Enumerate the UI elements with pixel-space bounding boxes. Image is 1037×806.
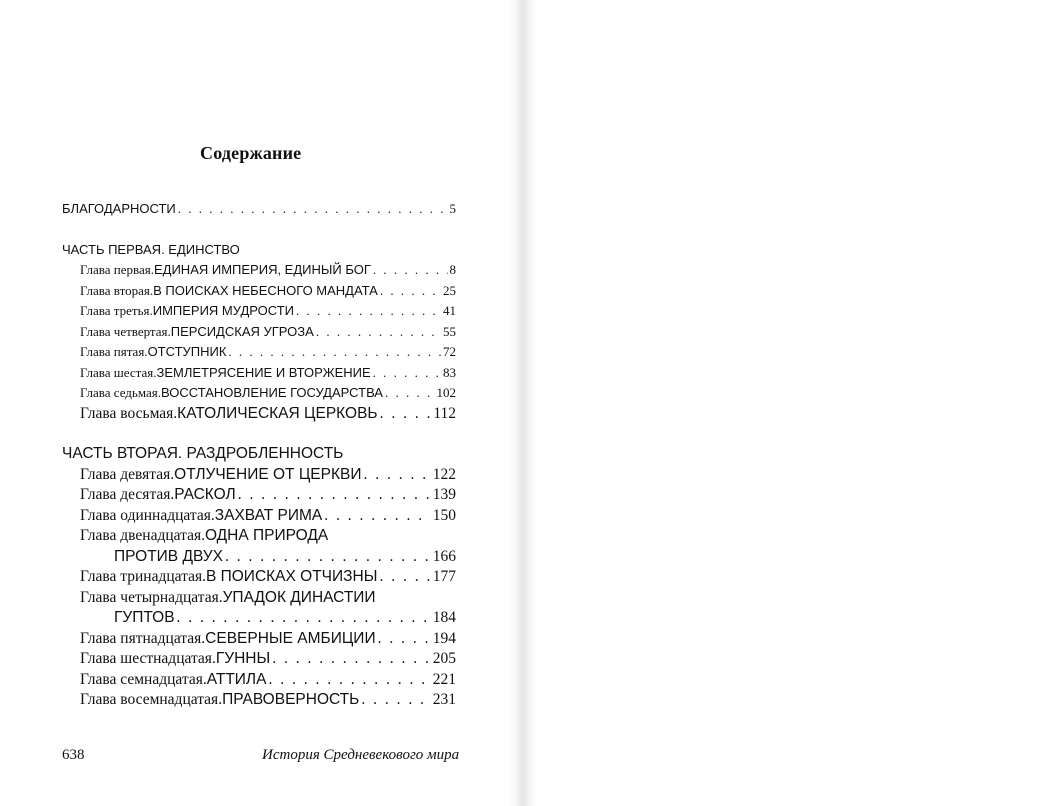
page-ref: 5 <box>449 201 456 216</box>
chapter-number-label: Глава восьмая. <box>80 404 178 422</box>
dot-leader <box>296 301 441 322</box>
toc-chapter-entry[interactable] <box>62 649 456 670</box>
page-ref: 184 <box>432 609 456 626</box>
chapter-title: ОДНА ПРИРОДА <box>204 527 329 544</box>
toc-chapter-entry[interactable] <box>62 301 456 322</box>
running-title: История Средневекового мира <box>262 747 460 763</box>
toc-chapter-entry[interactable] <box>62 342 456 363</box>
chapter-title: ЧАСТЬ ПЕРВАЯ. ЕДИНСТВО <box>62 241 240 257</box>
page-number: 638 <box>62 747 85 763</box>
dot-leader <box>363 465 430 486</box>
chapter-number-label: Глава восемнадцатая. <box>80 691 223 708</box>
page-ref: 177 <box>432 568 456 585</box>
chapter-number-label: Глава седьмая. <box>80 385 161 400</box>
toc-chapter-entry[interactable] <box>62 260 456 281</box>
chapter-number-label: Глава шестая. <box>80 364 157 380</box>
page-ref: 150 <box>432 506 456 524</box>
dot-leader <box>324 506 431 527</box>
dot-leader <box>373 260 448 281</box>
page-ref: 25 <box>443 282 456 298</box>
chapter-number-label: Глава вторая. <box>80 282 154 298</box>
chapter-title: ОТЛУЧЕНИЕ ОТ ЦЕРКВИ <box>174 465 362 483</box>
dot-leader <box>316 322 441 343</box>
toc-chapter-entry[interactable] <box>62 404 456 425</box>
toc-chapter-entry[interactable] <box>62 363 456 384</box>
chapter-number-label: Глава одиннадцатая. <box>80 506 215 524</box>
chapter-title: РАСКОЛ <box>174 486 236 503</box>
toc-chapter-entry[interactable] <box>62 199 456 220</box>
dot-leader <box>380 404 432 425</box>
toc-chapter-entry[interactable] <box>62 526 456 567</box>
chapter-number-label: Глава девятая. <box>80 465 175 483</box>
chapter-number-label: Глава пятнадцатая. <box>80 629 206 647</box>
chapter-title: ВОССТАНОВЛЕНИЕ ГОСУДАРСТВА <box>161 385 383 400</box>
page-ref: 41 <box>443 303 456 318</box>
toc-part-entry[interactable] <box>62 240 456 261</box>
right-page <box>517 0 1037 806</box>
page-ref: 139 <box>432 486 456 503</box>
page-ref: 83 <box>443 364 456 380</box>
page-ref: 8 <box>449 262 456 277</box>
chapter-title: СЕВЕРНЫЕ АМБИЦИИ <box>205 629 376 647</box>
toc-part-entry[interactable] <box>62 444 456 465</box>
chapter-number-label: Глава семнадцатая. <box>80 670 207 688</box>
chapter-number-label: Глава четвертая. <box>80 323 171 339</box>
chapter-number-label: Глава тринадцатая. <box>80 568 206 585</box>
left-page <box>0 0 517 806</box>
chapter-number-label: Глава двенадцатая. <box>80 527 205 544</box>
toc-chapter-entry[interactable] <box>62 690 456 711</box>
chapter-number-label: Глава десятая. <box>80 486 175 503</box>
toc-chapter-entry[interactable] <box>62 485 456 506</box>
page-ref: 231 <box>432 691 456 708</box>
toc-chapter-entry[interactable] <box>62 465 456 486</box>
dot-leader <box>378 629 431 650</box>
toc-chapter-entry[interactable] <box>62 629 456 650</box>
table-of-contents-left <box>62 199 456 711</box>
chapter-title: ЗЕМЛЕТРЯСЕНИЕ И ВТОРЖЕНИЕ <box>156 364 371 380</box>
chapter-number-label: Глава третья. <box>80 303 153 318</box>
chapter-title: ЗАХВАТ РИМА <box>214 506 323 524</box>
chapter-title-continued: ПРОТИВ ДВУХ <box>114 547 223 565</box>
toc-chapter-entry[interactable] <box>62 506 456 527</box>
dot-leader <box>238 485 431 506</box>
page-ref: 55 <box>443 323 456 339</box>
dot-leader <box>361 690 430 711</box>
dot-leader <box>380 281 441 302</box>
chapter-number-label: Глава шестнадцатая. <box>80 650 216 667</box>
dot-leader <box>225 547 431 568</box>
dot-leader <box>228 342 441 363</box>
dot-leader <box>379 567 430 588</box>
chapter-title: ГУННЫ <box>215 650 271 667</box>
page-ref: 194 <box>432 629 456 647</box>
page-ref: 102 <box>436 385 456 400</box>
chapter-title-continued: ГУПТОВ <box>114 609 175 626</box>
chapter-title: КАТОЛИЧЕСКАЯ ЦЕРКОВЬ <box>177 404 378 422</box>
toc-chapter-entry[interactable] <box>62 383 456 404</box>
page-ref: 166 <box>432 547 456 565</box>
dot-leader <box>177 608 431 629</box>
toc-chapter-entry[interactable] <box>62 567 456 588</box>
dot-leader <box>385 383 435 404</box>
dot-leader <box>268 670 430 691</box>
chapter-number-label: Глава пятая. <box>80 344 148 359</box>
page-title: Содержание <box>200 143 302 163</box>
chapter-title: ЧАСТЬ ВТОРАЯ. РАЗДРОБЛЕННОСТЬ <box>62 445 344 462</box>
chapter-title: ИМПЕРИЯ МУДРОСТИ <box>152 303 294 318</box>
dot-leader <box>178 199 448 220</box>
page-ref: 112 <box>433 404 456 422</box>
toc-chapter-entry[interactable] <box>62 322 456 343</box>
toc-spacer <box>62 220 456 240</box>
page-ref: 205 <box>432 650 456 667</box>
chapter-number-label: Глава первая. <box>80 262 154 277</box>
page-ref: 72 <box>443 344 456 359</box>
chapter-title: АТТИЛА <box>206 670 267 688</box>
chapter-title: УПАДОК ДИНАСТИИ <box>222 588 376 606</box>
chapter-title: В ПОИСКАХ НЕБЕСНОГО МАНДАТА <box>153 282 378 298</box>
chapter-title: ПЕРСИДСКАЯ УГРОЗА <box>170 323 314 339</box>
page-ref: 122 <box>432 465 456 483</box>
toc-chapter-entry[interactable] <box>62 588 456 629</box>
toc-chapter-entry[interactable] <box>62 670 456 691</box>
chapter-title: ОТСТУПНИК <box>147 344 227 359</box>
chapter-title: ЕДИНАЯ ИМПЕРИЯ, ЕДИНЫЙ БОГ <box>153 262 371 277</box>
chapter-number-label: Глава четырнадцатая. <box>80 588 223 606</box>
toc-spacer <box>62 424 456 444</box>
chapter-title: ПРАВОВЕРНОСТЬ <box>222 691 360 708</box>
dot-leader <box>272 649 431 670</box>
page-ref: 221 <box>432 670 456 688</box>
chapter-title: БЛАГОДАРНОСТИ <box>62 201 176 216</box>
dot-leader <box>373 363 441 384</box>
chapter-title: В ПОИСКАХ ОТЧИЗНЫ <box>205 568 378 585</box>
toc-chapter-entry[interactable] <box>62 281 456 302</box>
